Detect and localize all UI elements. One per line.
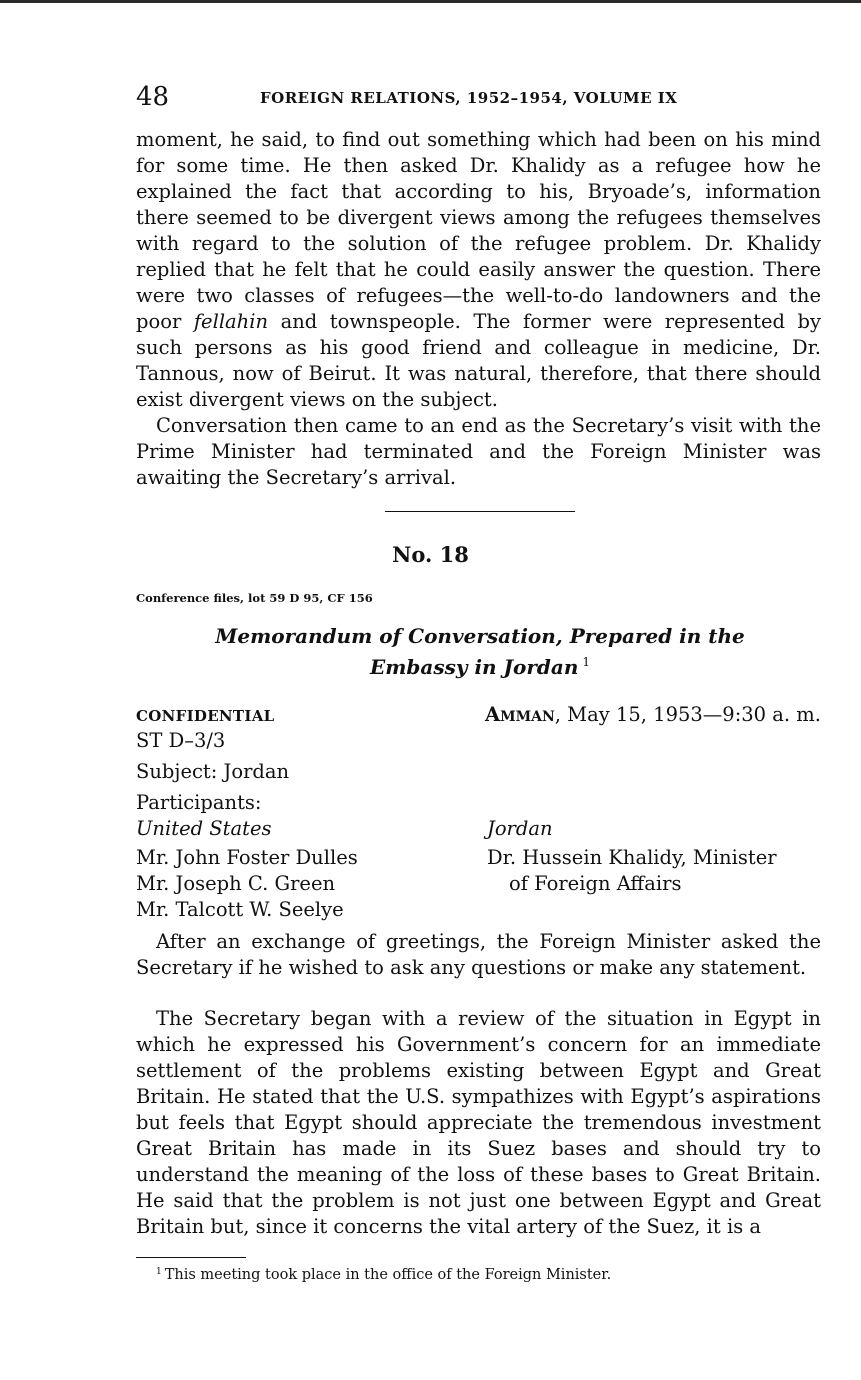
memo-title-text: Memorandum of Conversation, Prepared in the Embassy in Jordan <box>215 624 745 679</box>
body-paragraph-1 <box>136 127 821 413</box>
page-number: 48 <box>136 82 170 112</box>
section-divider <box>385 511 575 512</box>
us-participant: Mr. Joseph C. Green <box>136 872 336 895</box>
classification-label: CONFIDENTIAL <box>136 707 275 725</box>
dateline <box>485 703 821 726</box>
body-paragraph-4: The Secretary began with a review of the situation in Egypt in which he expressed his Government’s concern for an immediate settlement of the problems existing between Egypt and Great Britain. He stated that the U.S. sympathizes with Egypt’s aspirations but feels that Egypt should appreciate the tremendous investment Great Britain has made in its Suez bases and should try to understand the meaning of the loss of these bases to Great Britain. He said that the problem is not just one between Egypt and Great Britain but, since it concerns the vital artery of the Suez, it is a <box>136 1007 821 1238</box>
body-paragraph-3: After an exchange of greetings, the Foreign Minister asked the Secretary if he wished to ask any questions or make any statement. <box>136 930 821 979</box>
us-participant: Mr. Talcott W. Seelye <box>136 898 344 921</box>
dateline-date: , May 15, 1953—9:30 a. m. <box>554 703 821 726</box>
footnote-text: This meeting took place in the office of the Foreign Minister. <box>164 1267 612 1283</box>
document-number: No. 18 <box>392 542 469 567</box>
running-title: FOREIGN RELATIONS, 1952–1954, VOLUME IX <box>260 89 678 107</box>
source-note: Conference files, lot 59 D 95, CF 156 <box>136 591 373 605</box>
page-top-border <box>0 0 861 3</box>
document-id: ST D–3/3 <box>136 729 226 752</box>
para1-part-b: and townspeople. The former were represented by such persons as his good friend and colleague in medicine, Dr. Tannous, now of Beirut. It was natural, therefore, that there should exist divergent views on the subject. <box>136 310 822 411</box>
jordan-participant-continued: of Foreign Affairs <box>509 872 682 895</box>
subject-line: Subject: Jordan <box>136 760 290 783</box>
running-head <box>136 82 822 112</box>
footnote-marker: 1 <box>156 1267 162 1277</box>
dateline-place: Amman <box>484 703 555 726</box>
us-participants-heading: United States <box>136 817 272 840</box>
footnote <box>156 1267 611 1283</box>
participants-label: Participants: <box>136 791 262 814</box>
jordan-participants-heading: Jordan <box>487 817 553 840</box>
para1-italic-term: fellahin <box>193 310 269 333</box>
memo-title <box>170 623 790 680</box>
footnote-ref: 1 <box>582 655 591 669</box>
footnote-divider <box>136 1257 246 1258</box>
para1-part-a: moment, he said, to find out something which had been on his mind for some time. He then asked Dr. Khalidy as a refugee how he explained the fact that according to his, Bryoade’s, information there seemed to be divergent views among the refugees themselves with regard to the solution of the refugee problem. Dr. Khalidy replied that he felt that he could easily answer the question. There were two classes of refugees—the well-to-do landowners and the poor <box>136 128 821 333</box>
body-paragraph-2: Conversation then came to an end as the Secretary’s visit with the Prime Minister had terminated and the Foreign Minister was awaiting the Secretary’s arrival. <box>136 414 821 489</box>
us-participant: Mr. John Foster Dulles <box>136 846 358 869</box>
jordan-participant: Dr. Hussein Khalidy, Minister <box>487 846 777 869</box>
